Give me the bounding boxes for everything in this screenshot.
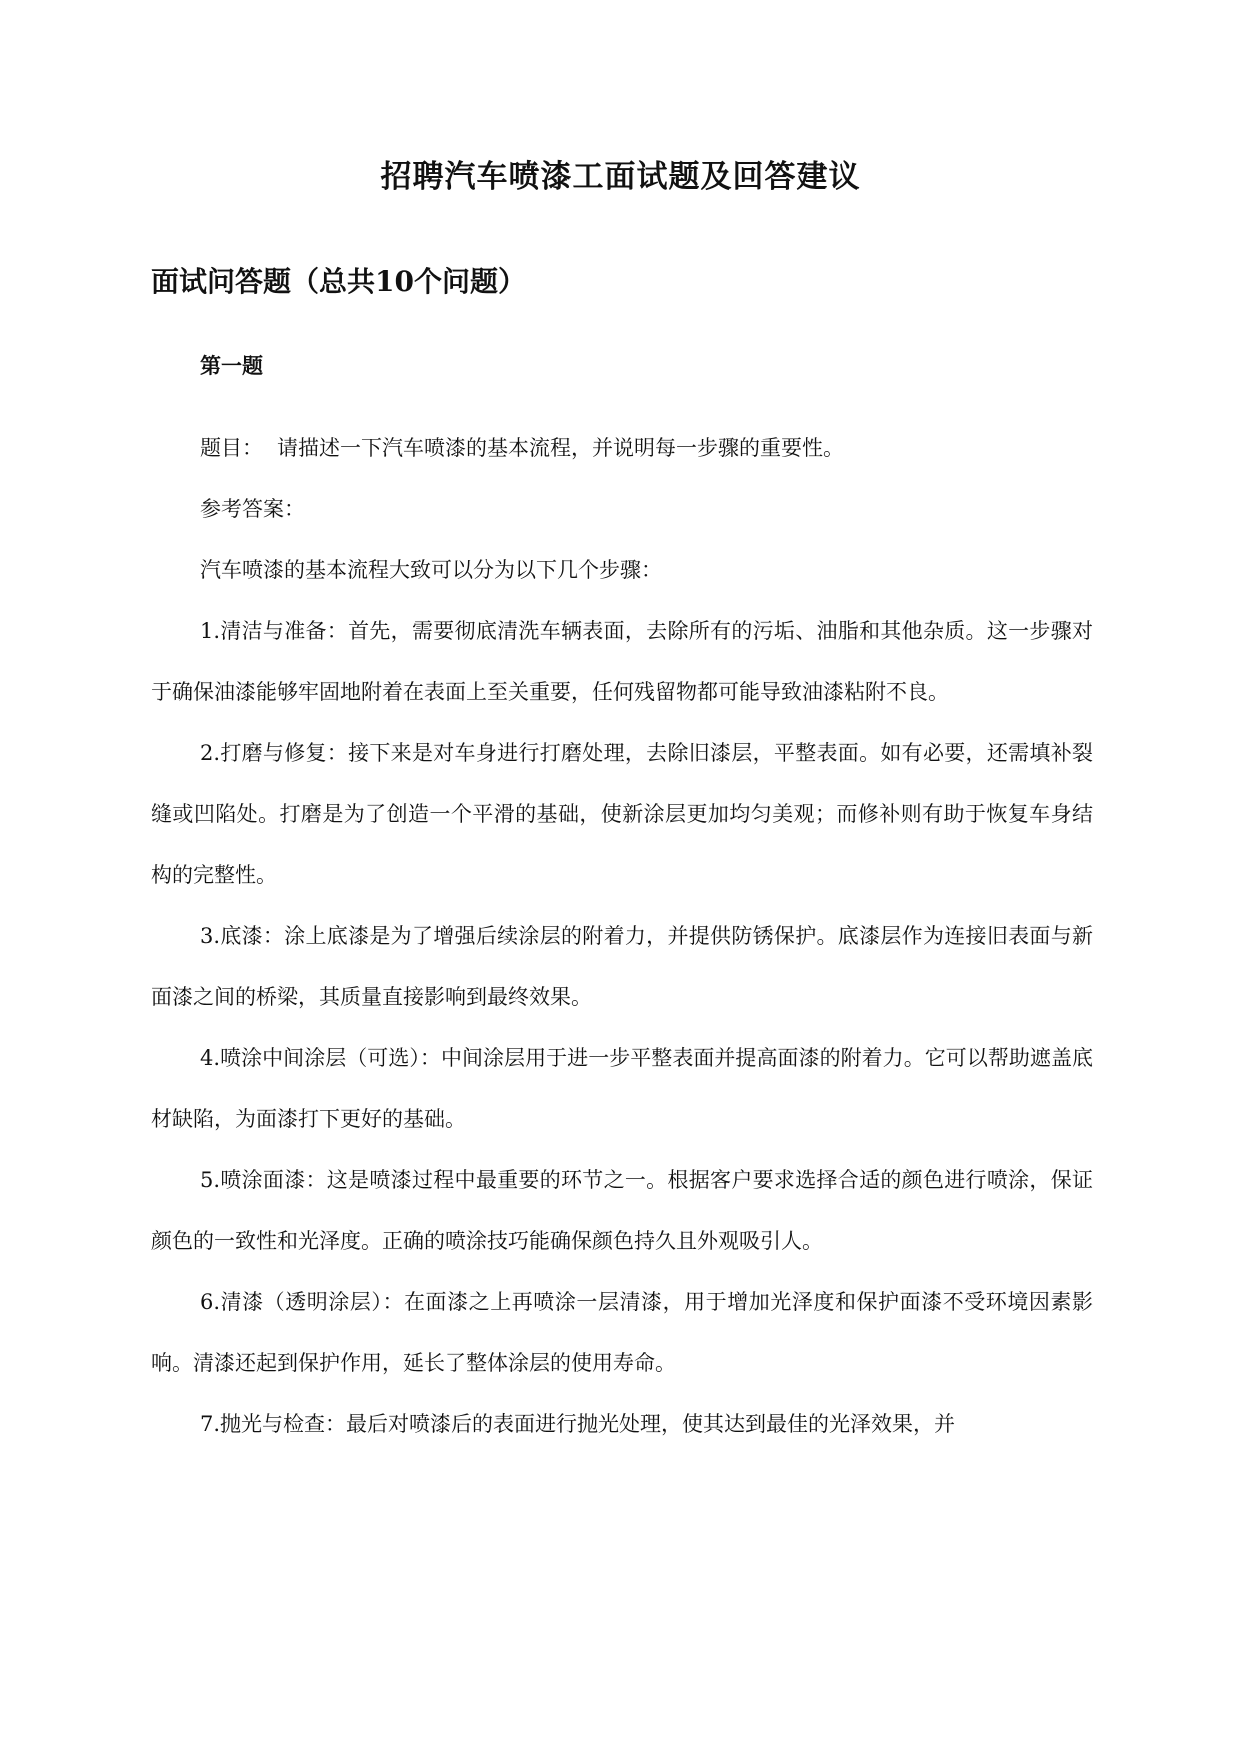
- question-prompt: [151, 418, 1093, 479]
- answer-step: 3.底漆：涂上底漆是为了增强后续涂层的附着力，并提供防锈保护。底漆层作为连接旧表面与新面漆之间的桥梁，其质量直接影响到最终效果。: [151, 924, 1093, 1009]
- section-heading: 面试问答题（总共10个问题）: [151, 265, 526, 298]
- question-prompt-label: 题目：: [200, 436, 263, 460]
- answer-step: 5.喷涂面漆：这是喷漆过程中最重要的环节之一。根据客户要求选择合适的颜色进行喷涂，保证颜色的一致性和光泽度。正确的喷涂技巧能确保颜色持久且外观吸引人。: [151, 1168, 1093, 1253]
- answer-intro: 汽车喷漆的基本流程大致可以分为以下几个步骤：: [200, 558, 662, 582]
- answer-step: 6.清漆（透明涂层）：在面漆之上再喷涂一层清漆，用于增加光泽度和保护面漆不受环境因素影响。清漆还起到保护作用，延长了整体涂层的使用寿命。: [151, 1290, 1093, 1375]
- document-title: 招聘汽车喷漆工面试题及回答建议: [380, 159, 861, 195]
- answer-step: 1.清洁与准备：首先，需要彻底清洗车辆表面，去除所有的污垢、油脂和其他杂质。这一步骤对于确保油漆能够牢固地附着在表面上至关重要，任何残留物都可能导致油漆粘附不良。: [151, 619, 1093, 704]
- answer-label: 参考答案：: [200, 497, 305, 521]
- answer-step: 7.抛光与检查：最后对喷漆后的表面进行抛光处理，使其达到最佳的光泽效果，并: [200, 1412, 956, 1436]
- answer-step: 4.喷涂中间涂层（可选）：中间涂层用于进一步平整表面并提高面漆的附着力。它可以帮助遮盖底材缺陷，为面漆打下更好的基础。: [151, 1046, 1093, 1131]
- question-body: [151, 418, 1093, 1455]
- answer-step: 2.打磨与修复：接下来是对车身进行打磨处理，去除旧漆层，平整表面。如有必要，还需填补裂缝或凹陷处。打磨是为了创造一个平滑的基础，使新涂层更加均匀美观；而修补则有助于恢复车身结构的完整性。: [151, 741, 1093, 887]
- question-heading: 第一题: [200, 353, 263, 378]
- question-prompt-text: 请描述一下汽车喷漆的基本流程，并说明每一步骤的重要性。: [277, 436, 844, 460]
